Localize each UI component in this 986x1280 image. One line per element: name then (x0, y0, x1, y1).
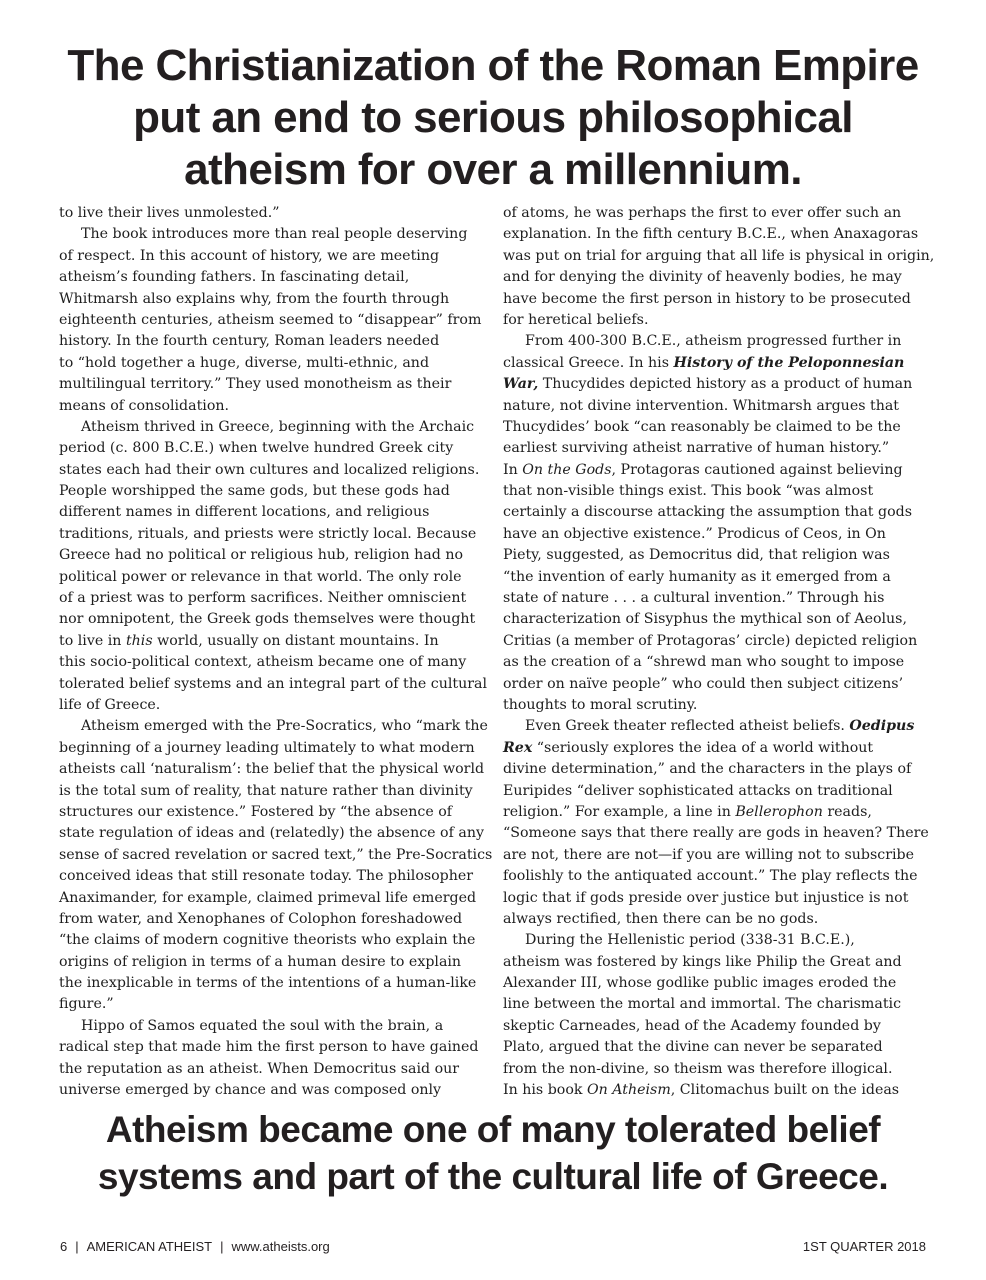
title-span: On Atheism (587, 1082, 671, 1099)
text-line: tolerated belief systems and an integral part of the cultural (59, 675, 487, 692)
text-line (503, 460, 935, 481)
text-line: that non-visible things exist. This book “was almost (503, 483, 874, 500)
text-line: structures our existence.” Fostered by “the absence of (59, 803, 453, 820)
text-line: period (c. 800 B.C.E.) when twelve hundred Greek city (59, 440, 454, 457)
text-line: for heretical beliefs. (503, 311, 649, 328)
text-line: eighteenth centuries, atheism seemed to “disappear” from (59, 311, 482, 328)
text-line: atheists call ‘naturalism’: the belief that the physical world (59, 761, 485, 778)
right-column (503, 203, 935, 1101)
text-line: history. In the fourth century, Roman leaders needed (59, 333, 440, 350)
text-line: explanation. In the fifth century B.C.E., when Anaxagoras (503, 226, 919, 243)
text-span: religion.” For example, a line in (503, 803, 736, 820)
text-line: Atheism emerged with the Pre-Socratics, who “mark the (81, 718, 488, 735)
text-line: atheism was fostered by kings like Philip the Great and (503, 953, 902, 970)
text-line: is the total sum of reality, that nature rather than divinity (59, 782, 473, 799)
text-line: Thucydides’ book “can reasonably be claimed to be the (503, 418, 901, 435)
text-line: characterization of Sisyphus the mythical son of Aeolus, (503, 611, 907, 628)
text-line: was put on trial for arguing that all life is physical in origin, (503, 247, 935, 264)
text-line: state of nature . . . a cultural invention.” Through his (503, 590, 885, 607)
text-line: foolishly to the antiquated account.” The play reflects the (503, 868, 918, 885)
text-line: Plato, argued that the divine can never be separated (503, 1039, 883, 1056)
text-line: logic that if gods preside over justice but injustice is not (503, 889, 909, 906)
title-span: History of the Peloponnesian (673, 354, 905, 371)
text-line: are not, there are not—if you are willing not to subscribe (503, 846, 915, 863)
text-line: from water, and Xenophanes of Colophon foreshadowed (59, 910, 463, 927)
text-line: Alexander III, whose godlike public images eroded the (503, 975, 897, 992)
text-line: divine determination,” and the characters in the plays of (503, 761, 912, 778)
title-span: Bellerophon (735, 803, 823, 820)
text-line: have an objective existence.” Prodicus of Ceos, in On (503, 525, 886, 542)
text-line: as the creation of a “shrewd man who sought to impose (503, 654, 905, 671)
issue-label: 1ST QUARTER 2018 (802, 1239, 926, 1254)
text-line: origins of religion in terms of a human desire to explain (59, 953, 462, 970)
text-span: , Protagoras cautioned against believing (611, 461, 903, 478)
text-line: multilingual territory.” They used monotheism as their (59, 376, 452, 393)
pull-quote-line-2: systems and part of the cultural life of Greece. (97, 1156, 889, 1197)
text-line: Greece had no political or religious hub, religion had no (59, 547, 464, 564)
text-line: “Someone says that there really are gods in heaven? There (503, 825, 929, 842)
text-line: life of Greece. (59, 696, 161, 713)
text-line: skeptic Carneades, head of the Academy founded by (503, 1017, 881, 1034)
text-line: People worshipped the same gods, but these gods had (59, 483, 450, 500)
text-line: The book introduces more than real people deserving (81, 226, 468, 243)
text-line: universe emerged by chance and was composed only (59, 1082, 442, 1099)
pull-quote-line-1: Atheism became one of many tolerated belief (105, 1109, 881, 1150)
text-line: have become the first person in history to be prosecuted (503, 290, 911, 307)
text-span: world, usually on distant mountains. In (152, 632, 439, 649)
text-line: states each had their own cultures and localized religions. (59, 461, 480, 478)
text-line: “the invention of early humanity as it emerged from a (503, 568, 891, 585)
text-span: In his book (503, 1082, 587, 1099)
text-line: “the claims of modern cognitive theorists who explain the (59, 932, 476, 949)
italic-span: this (125, 632, 153, 649)
headline-line-1: The Christianization of the Roman Empire (67, 41, 919, 90)
footer-separator: | (220, 1239, 224, 1254)
text-line: to “hold together a huge, diverse, multi-ethnic, and (59, 354, 430, 371)
headline (40, 40, 946, 196)
title-span: On the Gods (522, 461, 612, 478)
text-span: reads, (822, 803, 872, 820)
text-line: line between the mortal and immortal. The charismatic (503, 996, 902, 1013)
text-line (503, 738, 935, 759)
pull-quote (60, 1106, 926, 1200)
text-line: Anaximander, for example, claimed primeval life emerged (59, 889, 477, 906)
text-line: state regulation of ideas and (relatedly) the absence of any (59, 825, 484, 842)
text-line: of respect. In this account of history, we are meeting (59, 247, 440, 264)
text-line: Atheism thrived in Greece, beginning with the Archaic (81, 418, 475, 435)
text-line: means of consolidation. (59, 397, 230, 414)
text-line: always rectified, then there can be no gods. (503, 910, 819, 927)
footer-separator: | (75, 1239, 79, 1254)
text-line (503, 716, 935, 737)
text-line (503, 802, 935, 823)
title-span: Oedipus (849, 718, 915, 735)
text-span: , Clitomachus built on the ideas (670, 1082, 900, 1099)
text-line: radical step that made him the first person to have gained (59, 1039, 479, 1056)
text-line: figure.” (59, 996, 114, 1013)
text-line: of a priest was to perform sacrifices. Neither omniscient (59, 590, 467, 607)
text-line: beginning of a journey leading ultimately to what modern (59, 739, 475, 756)
text-line: the reputation as an atheist. When Democritus said our (59, 1060, 460, 1077)
text-line: certainly a discourse attacking the assumption that gods (503, 504, 912, 521)
text-line: Critias (a member of Protagoras’ circle) depicted religion (503, 632, 918, 649)
text-line: Euripides “deliver sophisticated attacks on traditional (503, 782, 893, 799)
text-line: Piety, suggested, as Democritus did, that religion was (503, 547, 890, 564)
text-line: conceived ideas that still resonate today. The philosopher (59, 868, 474, 885)
page-footer (0, 1239, 986, 1259)
text-line: Hippo of Samos equated the soul with the brain, a (81, 1017, 444, 1034)
text-line: of atoms, he was perhaps the first to ever offer such an (503, 205, 902, 221)
text-span: “seriously explores the idea of a world without (532, 739, 874, 756)
text-line: sense of sacred revelation or sacred text,” the Pre-Socratics (59, 846, 493, 863)
headline-line-3: atheism for over a millennium. (184, 145, 802, 194)
text-line (59, 631, 489, 652)
text-line: nor omnipotent, the Greek gods themselves were thought (59, 611, 476, 628)
headline-line-2: put an end to serious philosophical (133, 93, 853, 142)
text-line: different names in different locations, and religious (59, 504, 430, 521)
text-span: Thucydides depicted history as a product of human (538, 376, 913, 393)
text-line (503, 353, 935, 374)
text-line: this socio-political context, atheism became one of many (59, 654, 467, 671)
text-span: classical Greece. In his (503, 354, 674, 371)
text-line (503, 1080, 935, 1101)
page-number: 6 (60, 1239, 68, 1254)
text-line: and for denying the divinity of heavenly bodies, he may (503, 269, 902, 286)
title-span: Rex (503, 739, 533, 756)
text-line: order on naïve people” who could then subject citizens’ (503, 675, 904, 692)
text-line: traditions, rituals, and priests were strictly local. Because (59, 525, 477, 542)
text-span: Even Greek theater reflected atheist beliefs. (525, 718, 850, 735)
text-line: thoughts to moral scrutiny. (503, 696, 698, 713)
magazine-name: AMERICAN ATHEIST (86, 1239, 213, 1254)
text-line: from the non-divine, so theism was therefore illogical. (503, 1060, 893, 1077)
text-line: to live their lives unmolested.” (59, 205, 280, 221)
text-line: political power or relevance in that world. The only role (59, 568, 462, 585)
text-line: nature, not divine intervention. Whitmarsh argues that (503, 397, 900, 414)
title-span: War, (503, 376, 539, 393)
text-line: the inexplicable in terms of the intentions of a human-like (59, 975, 477, 992)
text-span: to live in (59, 632, 126, 649)
text-line: atheism’s founding fathers. In fascinating detail, (59, 269, 410, 286)
text-line (503, 374, 935, 395)
footer-left (60, 1239, 330, 1254)
text-line: Whitmarsh also explains why, from the fourth through (59, 290, 450, 307)
left-column (59, 203, 493, 1101)
text-line: earliest surviving atheist narrative of human history.” (503, 440, 890, 457)
website-link[interactable]: www.atheists.org (231, 1239, 330, 1254)
text-line: During the Hellenistic period (338-31 B.C.E.), (525, 932, 855, 949)
text-span: In (503, 461, 523, 478)
text-line: From 400-300 B.C.E., atheism progressed further in (525, 333, 902, 350)
